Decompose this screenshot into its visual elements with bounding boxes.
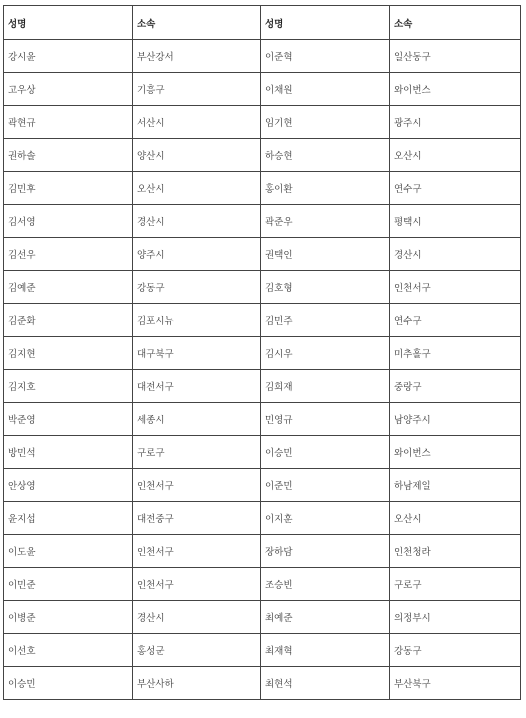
name-right-cell: 조승빈 (261, 568, 390, 601)
table-row (4, 370, 521, 403)
name-right-cell: 김시우 (261, 337, 390, 370)
table-row (4, 502, 521, 535)
table-row (4, 73, 521, 106)
table-row (4, 436, 521, 469)
name-left-cell: 김서영 (4, 205, 133, 238)
name-right-cell: 임기현 (261, 106, 390, 139)
name-right-cell: 장하담 (261, 535, 390, 568)
affiliation-right-cell: 부산북구 (390, 667, 521, 700)
name-right-cell: 김민주 (261, 304, 390, 337)
header-name-left: 성명 (4, 6, 133, 40)
affiliation-right-cell: 오산시 (390, 502, 521, 535)
name-left-cell: 김지현 (4, 337, 133, 370)
table-row (4, 205, 521, 238)
affiliation-left-cell: 인천서구 (133, 568, 261, 601)
affiliation-left-cell: 양주시 (133, 238, 261, 271)
table-row (4, 601, 521, 634)
affiliation-left-cell: 구로구 (133, 436, 261, 469)
affiliation-left-cell: 경산시 (133, 601, 261, 634)
name-left-cell: 박준영 (4, 403, 133, 436)
affiliation-right-cell: 의정부시 (390, 601, 521, 634)
affiliation-right-cell: 와이번스 (390, 436, 521, 469)
name-right-cell: 이채원 (261, 73, 390, 106)
table-row (4, 238, 521, 271)
affiliation-left-cell: 대구북구 (133, 337, 261, 370)
affiliation-left-cell: 부산사하 (133, 667, 261, 700)
name-left-cell: 고우상 (4, 73, 133, 106)
affiliation-right-cell: 인천청라 (390, 535, 521, 568)
affiliation-right-cell: 미추홀구 (390, 337, 521, 370)
name-right-cell: 이승민 (261, 436, 390, 469)
table-row (4, 337, 521, 370)
name-right-cell: 홍이환 (261, 172, 390, 205)
name-right-cell: 김호형 (261, 271, 390, 304)
table-row (4, 304, 521, 337)
name-right-cell: 김희재 (261, 370, 390, 403)
name-left-cell: 이도윤 (4, 535, 133, 568)
header-affiliation-left: 소속 (133, 6, 261, 40)
affiliation-left-cell: 대전서구 (133, 370, 261, 403)
roster-table (3, 5, 521, 700)
table-row (4, 172, 521, 205)
affiliation-right-cell: 강동구 (390, 634, 521, 667)
name-right-cell: 민영규 (261, 403, 390, 436)
affiliation-right-cell: 구로구 (390, 568, 521, 601)
affiliation-right-cell: 일산동구 (390, 40, 521, 73)
table-row (4, 139, 521, 172)
affiliation-left-cell: 김포시뉴 (133, 304, 261, 337)
name-left-cell: 김예준 (4, 271, 133, 304)
name-left-cell: 김준화 (4, 304, 133, 337)
name-right-cell: 이지훈 (261, 502, 390, 535)
affiliation-left-cell: 인천서구 (133, 535, 261, 568)
affiliation-right-cell: 경산시 (390, 238, 521, 271)
name-left-cell: 이승민 (4, 667, 133, 700)
table-row (4, 40, 521, 73)
name-right-cell: 이준혁 (261, 40, 390, 73)
affiliation-left-cell: 양산시 (133, 139, 261, 172)
affiliation-left-cell: 부산강서 (133, 40, 261, 73)
affiliation-right-cell: 남양주시 (390, 403, 521, 436)
table-row (4, 634, 521, 667)
table-row (4, 469, 521, 502)
affiliation-left-cell: 강동구 (133, 271, 261, 304)
name-left-cell: 안상영 (4, 469, 133, 502)
affiliation-left-cell: 서산시 (133, 106, 261, 139)
affiliation-left-cell: 인천서구 (133, 469, 261, 502)
affiliation-left-cell: 대전중구 (133, 502, 261, 535)
table-header (4, 6, 521, 40)
name-right-cell: 최현석 (261, 667, 390, 700)
affiliation-left-cell: 세종시 (133, 403, 261, 436)
name-left-cell: 김민후 (4, 172, 133, 205)
affiliation-right-cell: 광주시 (390, 106, 521, 139)
header-affiliation-right: 소속 (390, 6, 521, 40)
name-right-cell: 하승현 (261, 139, 390, 172)
name-right-cell: 곽준우 (261, 205, 390, 238)
affiliation-right-cell: 중랑구 (390, 370, 521, 403)
name-left-cell: 권하솔 (4, 139, 133, 172)
affiliation-right-cell: 연수구 (390, 172, 521, 205)
table-row (4, 568, 521, 601)
table-row (4, 535, 521, 568)
name-left-cell: 이병준 (4, 601, 133, 634)
name-right-cell: 최재혁 (261, 634, 390, 667)
affiliation-right-cell: 연수구 (390, 304, 521, 337)
name-left-cell: 김선우 (4, 238, 133, 271)
header-row (4, 6, 521, 40)
name-left-cell: 김지호 (4, 370, 133, 403)
affiliation-left-cell: 경산시 (133, 205, 261, 238)
table-body (4, 40, 521, 700)
name-right-cell: 권택인 (261, 238, 390, 271)
header-name-right: 성명 (261, 6, 390, 40)
name-left-cell: 이선호 (4, 634, 133, 667)
table-row (4, 403, 521, 436)
affiliation-left-cell: 홍성군 (133, 634, 261, 667)
name-left-cell: 이민준 (4, 568, 133, 601)
affiliation-right-cell: 하남제일 (390, 469, 521, 502)
affiliation-right-cell: 오산시 (390, 139, 521, 172)
table-row (4, 271, 521, 304)
name-right-cell: 최예준 (261, 601, 390, 634)
roster-table-container (3, 5, 521, 700)
name-left-cell: 강시윤 (4, 40, 133, 73)
table-row (4, 106, 521, 139)
affiliation-left-cell: 기흥구 (133, 73, 261, 106)
table-row (4, 667, 521, 700)
name-left-cell: 곽현규 (4, 106, 133, 139)
affiliation-right-cell: 와이번스 (390, 73, 521, 106)
affiliation-left-cell: 오산시 (133, 172, 261, 205)
affiliation-right-cell: 인천서구 (390, 271, 521, 304)
affiliation-right-cell: 평택시 (390, 205, 521, 238)
name-left-cell: 방민석 (4, 436, 133, 469)
name-left-cell: 윤지섭 (4, 502, 133, 535)
name-right-cell: 이준민 (261, 469, 390, 502)
